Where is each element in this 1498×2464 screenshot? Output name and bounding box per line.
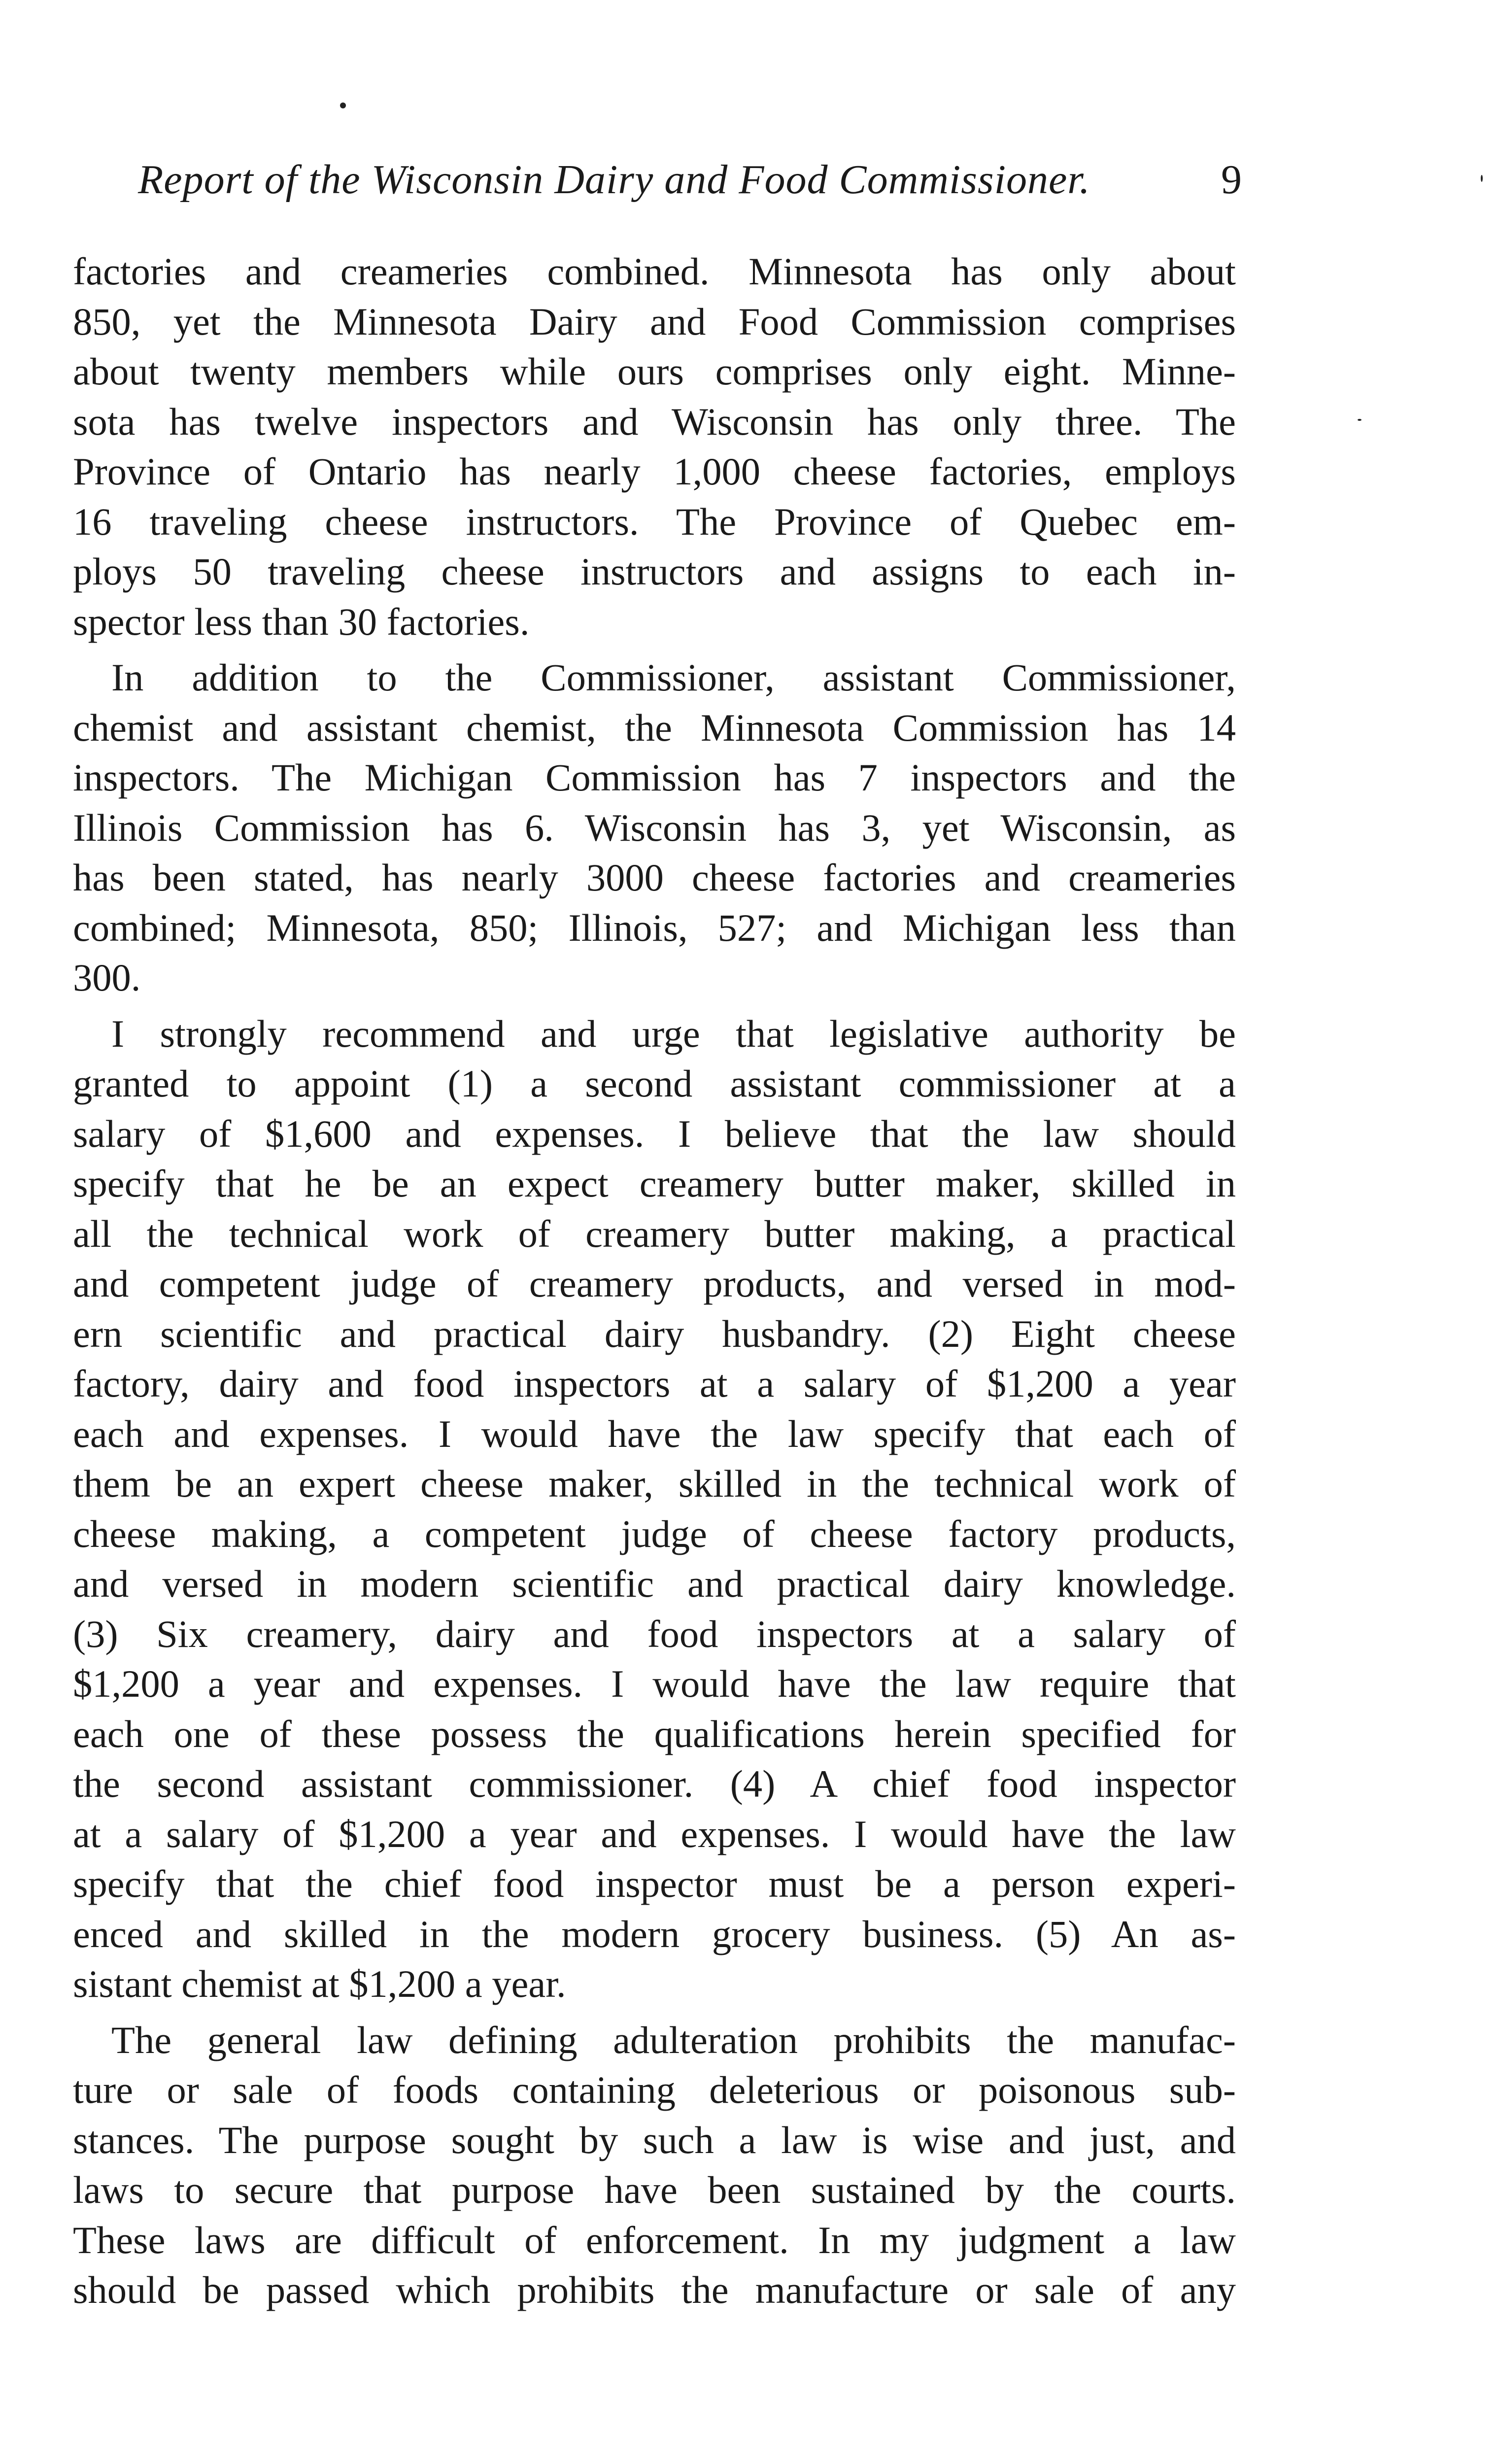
- text-line: laws to secure that purpose have been sustained by the courts.: [73, 2168, 1236, 2211]
- running-header: [138, 148, 1242, 212]
- text-line: salary of $1,600 and expenses. I believe that the law should: [73, 1112, 1236, 1155]
- paragraph: [73, 652, 1236, 1003]
- text-line: 16 traveling cheese instructors. The Province of Quebec em-: [73, 500, 1236, 543]
- text-line: about twenty members while ours comprises only eight. Minne-: [73, 350, 1236, 393]
- paragraph: [73, 2015, 1236, 2315]
- text-line: factory, dairy and food inspectors at a salary of $1,200 a year: [73, 1362, 1236, 1405]
- text-line: them be an expert cheese maker, skilled in the technical work of: [73, 1462, 1236, 1505]
- text-line: specify that the chief food inspector must be a person experi-: [73, 1862, 1236, 1905]
- text-line: each one of these possess the qualifications herein specified for: [73, 1712, 1236, 1755]
- text-line: In addition to the Commissioner, assistant Commissioner,: [111, 656, 1236, 699]
- text-line: ture or sale of foods containing deleterious or poisonous sub-: [73, 2068, 1236, 2111]
- text-line: I strongly recommend and urge that legislative authority be: [111, 1012, 1236, 1055]
- text-line: combined; Minnesota, 850; Illinois, 527; and Michigan less than: [73, 906, 1236, 949]
- running-title: Report of the Wisconsin Dairy and Food Commissioner.: [138, 157, 1090, 203]
- paragraph-gap: [73, 2009, 1236, 2015]
- text-line: each and expenses. I would have the law specify that each of: [73, 1412, 1236, 1455]
- text-line: at a salary of $1,200 a year and expenses. I would have the law: [73, 1812, 1236, 1855]
- text-line: ern scientific and practical dairy husbandry. (2) Eight cheese: [73, 1312, 1236, 1355]
- text-line: specify that he be an expect creamery butter maker, skilled in: [73, 1162, 1236, 1205]
- ink-speck: [1481, 175, 1483, 182]
- text-line: 850, yet the Minnesota Dairy and Food Commission comprises: [73, 300, 1236, 343]
- text-line: The general law defining adulteration prohibits the manufac-: [111, 2018, 1236, 2061]
- body-text: [73, 246, 1236, 2315]
- paragraph-gap: [73, 647, 1236, 652]
- text-line: should be passed which prohibits the manufacture or sale of any: [73, 2268, 1236, 2311]
- text-line: the second assistant commissioner. (4) A chief food inspector: [73, 1762, 1236, 1805]
- paragraph: [73, 246, 1236, 647]
- text-line: granted to appoint (1) a second assistant commissioner at a: [73, 1062, 1236, 1105]
- ink-speck: [340, 103, 346, 108]
- text-line: These laws are difficult of enforcement. In my judgment a law: [73, 2218, 1236, 2261]
- text-line: cheese making, a competent judge of cheese factory products,: [73, 1512, 1236, 1555]
- text-line: (3) Six creamery, dairy and food inspectors at a salary of: [73, 1612, 1236, 1655]
- page-number: 9: [1221, 157, 1242, 203]
- text-line: chemist and assistant chemist, the Minnesota Commission has 14: [73, 706, 1236, 749]
- text-line: Province of Ontario has nearly 1,000 cheese factories, employs: [73, 450, 1236, 493]
- text-line: $1,200 a year and expenses. I would have the law require that: [73, 1662, 1236, 1705]
- text-line: and versed in modern scientific and practical dairy knowledge.: [73, 1562, 1236, 1605]
- text-line: sistant chemist at $1,200 a year.: [73, 1962, 566, 2005]
- text-line: spector less than 30 factories.: [73, 600, 530, 643]
- paragraph-gap: [73, 1003, 1236, 1009]
- text-line: 300.: [73, 956, 141, 999]
- text-line: enced and skilled in the modern grocery business. (5) An as-: [73, 1912, 1236, 1955]
- text-line: has been stated, has nearly 3000 cheese factories and creameries: [73, 856, 1236, 899]
- text-line: stances. The purpose sought by such a law is wise and just, and: [73, 2118, 1236, 2161]
- text-line: and competent judge of creamery products, and versed in mod-: [73, 1262, 1236, 1305]
- text-line: ploys 50 traveling cheese instructors and assigns to each in-: [73, 550, 1236, 593]
- text-line: inspectors. The Michigan Commission has 7 inspectors and the: [73, 756, 1236, 799]
- text-line: factories and creameries combined. Minnesota has only about: [73, 250, 1236, 293]
- text-line: Illinois Commission has 6. Wisconsin has 3, yet Wisconsin, as: [73, 806, 1236, 849]
- text-line: all the technical work of creamery butter making, a practical: [73, 1212, 1236, 1255]
- paragraph: [73, 1009, 1236, 2009]
- ink-speck: [1358, 419, 1362, 421]
- text-line: sota has twelve inspectors and Wisconsin has only three. The: [73, 400, 1236, 443]
